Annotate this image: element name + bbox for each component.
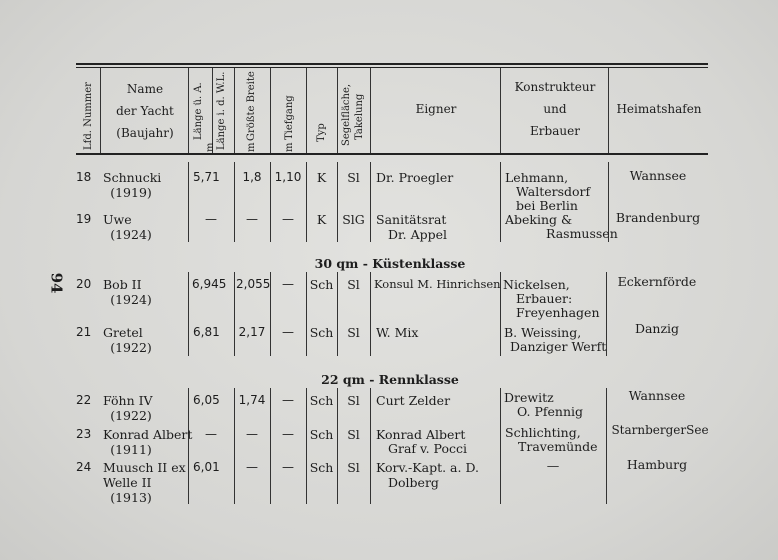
- takelung-value: Sl: [347, 393, 360, 408]
- typ-value: K: [316, 212, 327, 227]
- section-rennklasse: 22 qm - Rennklasse: [321, 372, 459, 387]
- table-top-rule: [76, 63, 708, 65]
- typ-value: Sch: [309, 325, 334, 340]
- eigner-line1: W. Mix: [376, 325, 419, 340]
- yacht-year: (1924): [110, 292, 152, 307]
- header-konstrukteur-line2: und: [543, 102, 567, 116]
- header-eigner: Eigner: [415, 102, 457, 116]
- hdr-divider: [370, 68, 371, 153]
- yacht-name: Bob II: [103, 277, 142, 292]
- breite-value: 1,74: [238, 393, 266, 407]
- hdr-divider: [306, 68, 307, 153]
- tiefgang-value: —: [282, 460, 294, 474]
- header-konstrukteur-line1: Konstrukteur: [514, 80, 596, 94]
- header-laenge-wl: Länge i. d. W.L.: [216, 71, 227, 150]
- header-takelung: Takelung: [354, 93, 365, 140]
- eigner-line2: Dolberg: [388, 475, 439, 490]
- eigner-line1: Korv.-Kapt. a. D.: [376, 460, 479, 475]
- yacht-year: (1913): [110, 490, 152, 505]
- konstrukteur-line2: O. Pfennig: [517, 404, 583, 419]
- yacht-name: Gretel: [103, 325, 143, 340]
- hdr-divider: [234, 68, 235, 153]
- konstrukteur-line1: B. Weissing,: [504, 325, 582, 340]
- yacht-name: Uwe: [103, 212, 132, 227]
- konstrukteur-line1: Drewitz: [504, 390, 554, 405]
- hdr-divider: [100, 68, 101, 153]
- tiefgang-value: —: [282, 277, 294, 291]
- heimatshafen-value: Wannsee: [629, 168, 687, 183]
- body-divider: [188, 162, 189, 242]
- yacht-name: Konrad Albert: [103, 427, 193, 442]
- tiefgang-value: —: [282, 393, 294, 407]
- table-top-rule-2: [76, 67, 708, 68]
- breite-value: —: [246, 212, 258, 226]
- konstrukteur-line1: Schlichting,: [505, 425, 581, 440]
- tiefgang-value: —: [282, 212, 294, 226]
- header-segel: Segelfläche,: [341, 83, 352, 146]
- yacht-year: (1919): [110, 185, 152, 200]
- breite-value: 2,17: [238, 325, 266, 339]
- typ-value: Sch: [309, 393, 334, 408]
- laenge-value: 6,945: [192, 277, 227, 291]
- body-divider: [370, 388, 371, 504]
- header-breite: Größte Breite: [246, 71, 257, 141]
- takelung-value: Sl: [347, 427, 360, 442]
- takelung-value: Sl: [347, 277, 360, 292]
- row-number: 18: [76, 170, 92, 184]
- hdr-divider: [188, 68, 189, 153]
- laenge-value: —: [205, 427, 217, 441]
- yacht-name-line2: Welle II: [103, 475, 152, 490]
- header-lfd-nummer: Lfd. Nummer: [83, 82, 94, 150]
- takelung-value: Sl: [347, 460, 360, 475]
- konstrukteur-line1: Abeking &: [505, 212, 573, 227]
- body-divider: [188, 272, 189, 356]
- konstrukteur-line3: Freyenhagen: [516, 305, 600, 320]
- yacht-year: (1911): [110, 442, 152, 457]
- konstrukteur-line3: bei Berlin: [516, 198, 578, 213]
- header-name-line3: (Baujahr): [116, 126, 174, 140]
- header-konstrukteur: [502, 76, 608, 142]
- typ-value: Sch: [309, 460, 334, 475]
- laenge-value: 6,01: [193, 460, 220, 474]
- header-laenge-unit: m: [205, 142, 216, 152]
- body-divider: [606, 388, 607, 504]
- row-number: 21: [76, 325, 92, 339]
- row-number: 22: [76, 393, 92, 407]
- body-divider: [500, 388, 501, 504]
- body-divider: [188, 388, 189, 504]
- heimatshafen-value: Eckernförde: [617, 274, 697, 289]
- breite-value: 1,8: [242, 170, 262, 184]
- breite-value: —: [246, 427, 258, 441]
- row-number: 23: [76, 427, 92, 441]
- takelung-value: Sl: [347, 170, 360, 185]
- header-typ: Typ: [316, 123, 327, 142]
- yacht-year: (1924): [110, 227, 152, 242]
- breite-value: —: [246, 460, 258, 474]
- laenge-value: —: [205, 212, 217, 226]
- hdr-divider: [500, 68, 501, 153]
- typ-value: K: [316, 170, 327, 185]
- yacht-year: (1922): [110, 408, 152, 423]
- row-number: 24: [76, 460, 92, 474]
- eigner-line2: Graf v. Pocci: [388, 441, 467, 456]
- yacht-year: (1922): [110, 340, 152, 355]
- yacht-name: Föhn IV: [103, 393, 153, 408]
- konstrukteur-line2: Danziger Werft: [510, 339, 607, 354]
- hdr-divider: [212, 68, 213, 153]
- yacht-name: Muusch II ex: [103, 460, 186, 475]
- heimatshafen-value: StarnbergerSee: [611, 423, 709, 437]
- header-konstrukteur-line3: Erbauer: [530, 124, 580, 138]
- tiefgang-value: —: [282, 427, 294, 441]
- tiefgang-value: —: [282, 325, 294, 339]
- header-tiefgang: Tiefgang: [284, 95, 295, 140]
- laenge-value: 5,71: [193, 170, 220, 184]
- hdr-divider: [270, 68, 271, 153]
- page-number: 94: [47, 272, 66, 294]
- header-name: [102, 78, 188, 144]
- eigner-line1: Sanitätsrat: [376, 212, 447, 227]
- eigner-line1: Curt Zelder: [376, 393, 451, 408]
- header-name-line1: Name: [126, 82, 164, 96]
- eigner-line1: Konrad Albert: [376, 427, 466, 442]
- konstrukteur-line1: Lehmann,: [505, 170, 569, 185]
- konstrukteur-line1: —: [546, 458, 560, 473]
- konstrukteur-line2: Travemünde: [518, 439, 598, 454]
- header-laenge: Länge ü. A.: [193, 82, 204, 140]
- laenge-value: 6,81: [193, 325, 220, 339]
- hdr-divider: [337, 68, 338, 153]
- header-bottom-rule: [76, 153, 708, 155]
- body-divider: [370, 272, 371, 356]
- heimatshafen-value: Danzig: [634, 321, 680, 336]
- breite-value: 2,055: [236, 277, 271, 291]
- body-divider: [500, 162, 501, 242]
- heimatshafen-value: Wannsee: [628, 388, 686, 403]
- typ-value: Sch: [309, 277, 334, 292]
- body-divider: [370, 162, 371, 242]
- konstrukteur-line2: Waltersdorf: [516, 184, 591, 199]
- konstrukteur-line2: Erbauer:: [516, 291, 573, 306]
- header-tiefgang-unit: m: [284, 142, 295, 152]
- eigner-line1: Dr. Proegler: [376, 170, 454, 185]
- laenge-value: 6,05: [193, 393, 220, 407]
- heimatshafen-value: Hamburg: [626, 457, 688, 472]
- eigner-line2: Dr. Appel: [388, 227, 447, 242]
- section-kuestenklasse: 30 qm - Küstenklasse: [314, 256, 466, 271]
- row-number: 19: [76, 212, 92, 226]
- typ-value: Sch: [309, 427, 334, 442]
- takelung-value: Sl: [347, 325, 360, 340]
- yacht-name: Schnucki: [103, 170, 162, 185]
- eigner-line1: Konsul M. Hinrichsen: [374, 277, 501, 291]
- hdr-divider: [608, 68, 609, 153]
- konstrukteur-line1: Nickelsen,: [503, 277, 570, 292]
- header-heimatshafen: Heimatshafen: [616, 102, 702, 116]
- body-divider: [234, 272, 235, 356]
- heimatshafen-value: Brandenburg: [615, 210, 701, 225]
- header-name-line2: der Yacht: [116, 104, 174, 118]
- konstrukteur-line2: Rasmussen: [546, 226, 618, 241]
- header-breite-unit: m: [246, 142, 257, 152]
- row-number: 20: [76, 277, 92, 291]
- takelung-value: SlG: [342, 212, 365, 227]
- tiefgang-value: 1,10: [274, 170, 302, 184]
